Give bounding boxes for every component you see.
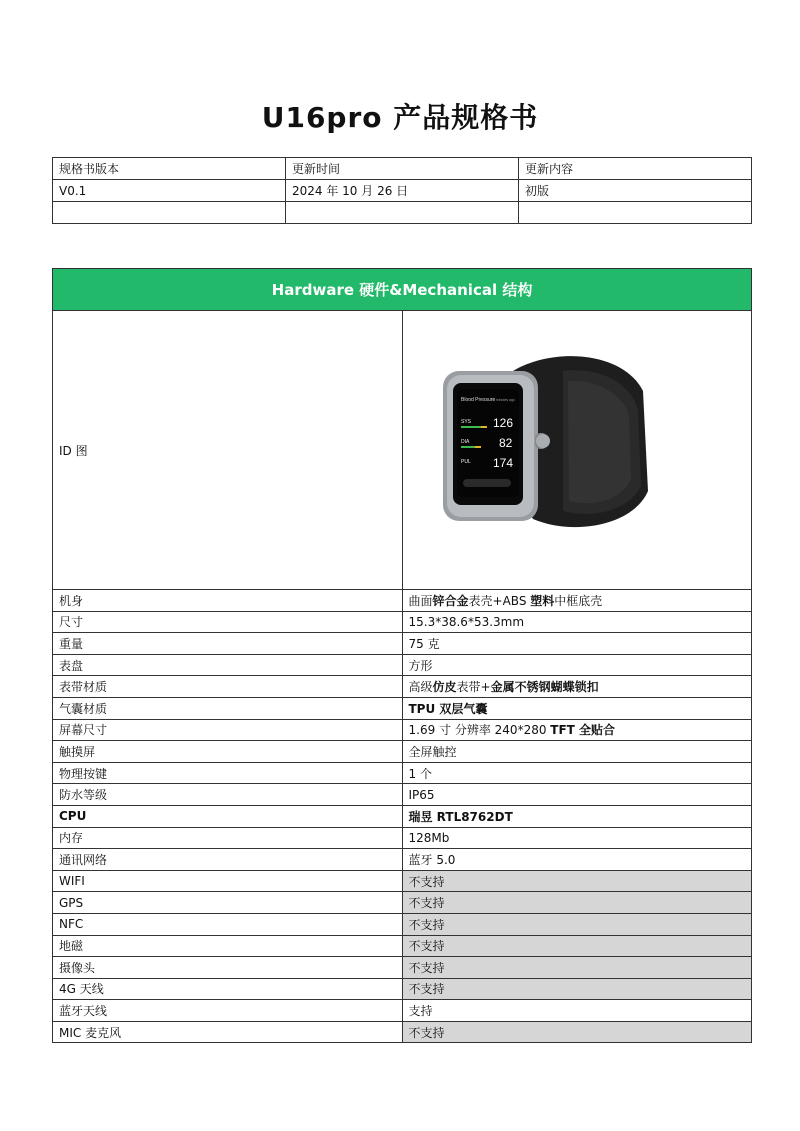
spec-label: 尺寸 (53, 611, 403, 633)
spec-value (402, 1000, 752, 1022)
spec-value-part: 塑料 (530, 593, 555, 608)
update-time-cell: 2024 年 10 月 26 日 (286, 180, 519, 202)
spec-value-part: 128Mb (408, 830, 450, 845)
spec-row (53, 892, 752, 914)
spec-table (52, 268, 752, 1043)
spec-value-part: 表壳+ABS (468, 593, 531, 608)
spec-value (402, 978, 752, 1000)
version-cell: V0.1 (53, 180, 286, 202)
spec-value (402, 892, 752, 914)
spec-value-part: 曲面 (408, 593, 433, 608)
version-table-row (53, 202, 752, 224)
spec-label: 摄像头 (53, 957, 403, 979)
version-cell (53, 202, 286, 224)
spec-value (402, 870, 752, 892)
spec-value-part: IP65 (408, 787, 435, 802)
spec-label: MIC 麦克风 (53, 1021, 403, 1043)
spec-value-part: 金属不锈钢蝴蝶锁扣 (490, 680, 599, 695)
spec-value-part: 锌合金 (432, 593, 469, 608)
spec-row (53, 676, 752, 698)
spec-label: 触摸屏 (53, 741, 403, 763)
spec-value (402, 654, 752, 676)
spec-value (402, 1021, 752, 1043)
header-cell-update-time: 更新时间 (286, 158, 519, 180)
spec-row (53, 978, 752, 1000)
spec-value-part: 不支持 (408, 1025, 445, 1040)
spec-value-part: 全屏触控 (408, 744, 457, 759)
version-table (52, 157, 752, 224)
spec-row (53, 590, 752, 612)
watch-screen-header: Blood Pressure (460, 397, 495, 403)
update-content-cell: 初版 (519, 180, 752, 202)
id-image-cell (402, 311, 752, 590)
spec-row (53, 741, 752, 763)
spec-value-part: 方形 (408, 658, 433, 673)
spec-label: 通讯网络 (53, 849, 403, 871)
spec-value-part: 不支持 (408, 917, 445, 932)
spec-value-part: 蓝牙 5.0 (408, 852, 456, 867)
spec-value (402, 590, 752, 612)
spec-row (53, 1000, 752, 1022)
spec-value-part: 1.69 寸 分辨率 240*280 (408, 723, 551, 738)
version-table-header-row (53, 158, 752, 180)
spec-value-part: 仿皮 (432, 680, 457, 695)
spec-label: NFC (53, 913, 403, 935)
spec-value (402, 719, 752, 741)
update-content-cell (519, 202, 752, 224)
spec-label: 防水等级 (53, 784, 403, 806)
spec-value-part: 1 个 (408, 766, 432, 781)
spec-row (53, 784, 752, 806)
id-image-row (53, 311, 752, 590)
section-header-row (53, 269, 752, 311)
spec-label: 气囊材质 (53, 697, 403, 719)
spec-value-part: 表带+ (456, 680, 491, 695)
spec-row (53, 870, 752, 892)
spec-row (53, 697, 752, 719)
spec-value (402, 957, 752, 979)
id-image-label: ID 图 (53, 311, 403, 590)
spec-value (402, 827, 752, 849)
spec-row (53, 957, 752, 979)
spec-value (402, 913, 752, 935)
spec-label: 4G 天线 (53, 978, 403, 1000)
spec-label: 屏幕尺寸 (53, 719, 403, 741)
spec-row (53, 633, 752, 655)
spec-row (53, 719, 752, 741)
spec-value-part: 中框底壳 (554, 593, 603, 608)
spec-row (53, 849, 752, 871)
spec-value-part: 不支持 (408, 874, 445, 889)
spec-value-part: 高级 (408, 680, 433, 695)
spec-value-part: 15.3*38.6*53.3mm (408, 614, 525, 629)
spec-label: 蓝牙天线 (53, 1000, 403, 1022)
spec-row (53, 611, 752, 633)
spec-value (402, 676, 752, 698)
spec-row (53, 935, 752, 957)
watch-screen-pul-value: 174 (492, 456, 513, 470)
spec-label: 物理按键 (53, 762, 403, 784)
spec-label: GPS (53, 892, 403, 914)
spec-row (53, 805, 752, 827)
spec-value (402, 697, 752, 719)
spec-value-part: 不支持 (408, 982, 445, 997)
spec-value (402, 741, 752, 763)
spec-label: 地磁 (53, 935, 403, 957)
spec-value (402, 849, 752, 871)
watch-screen-pul-label: PUL (460, 459, 471, 465)
spec-value-part: TFT 全贴合 (550, 723, 616, 738)
section-header: Hardware 硬件&Mechanical 结构 (53, 269, 752, 311)
spec-row (53, 654, 752, 676)
spec-value-part: 75 克 (408, 636, 440, 651)
spec-label: 表盘 (53, 654, 403, 676)
watch-screen-time-note: 2 minutes ago (492, 398, 515, 402)
header-cell-version: 规格书版本 (53, 158, 286, 180)
header-cell-update-content: 更新内容 (519, 158, 752, 180)
spec-row (53, 913, 752, 935)
spec-value (402, 762, 752, 784)
spec-value-part: 支持 (408, 1004, 433, 1019)
spec-value (402, 611, 752, 633)
smartwatch-image (443, 351, 653, 551)
watch-screen-sys-label: SYS (460, 419, 471, 425)
spec-label: 内存 (53, 827, 403, 849)
spec-value-part: TPU 双层气囊 (408, 701, 488, 716)
spec-label: CPU (53, 805, 403, 827)
document-title: U16pro 产品规格书 (261, 101, 539, 134)
spec-row (53, 827, 752, 849)
spec-value-part: 瑞昱 RTL8762DT (408, 809, 513, 824)
watch-screen-dia-value: 82 (498, 436, 512, 450)
spec-value (402, 784, 752, 806)
spec-value (402, 633, 752, 655)
watch-screen-sys-value: 126 (492, 416, 513, 430)
version-table-row (53, 180, 752, 202)
update-time-cell (286, 202, 519, 224)
watch-screen-dia-label: DIA (460, 439, 469, 445)
spec-label: 机身 (53, 590, 403, 612)
spec-row (53, 1021, 752, 1043)
spec-value-part: 不支持 (408, 960, 445, 975)
spec-label: 重量 (53, 633, 403, 655)
spec-row (53, 762, 752, 784)
spec-label: 表带材质 (53, 676, 403, 698)
spec-value (402, 805, 752, 827)
spec-value (402, 935, 752, 957)
spec-value-part: 不支持 (408, 939, 445, 954)
spec-value-part: 不支持 (408, 896, 445, 911)
spec-label: WIFI (53, 870, 403, 892)
